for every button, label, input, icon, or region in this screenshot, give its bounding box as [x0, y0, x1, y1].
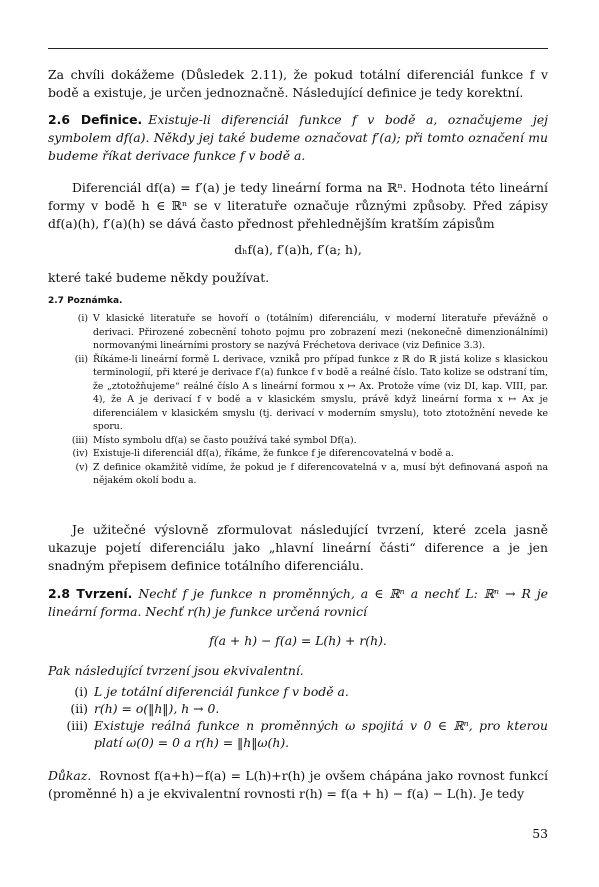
- definition-block: [48, 111, 548, 165]
- definition-text: Existuje-li diferenciál funkce f v bodě a, označujeme jej symbolem df(a). Někdy jej také budeme označovat f′(a); při tomto označení mu budeme říkat derivace funkce f v bodě a.: [48, 112, 548, 163]
- proposition-block: [48, 585, 548, 621]
- proof-text: Rovnost f(a+h)−f(a) = L(h)+r(h) je ovšem chápána jako rovnost funkcí (proměnné h) a je ekvivalentní rovnosti r(h) = f(a + h) − f(a) − L(h). Je tedy: [48, 768, 548, 801]
- note-item-text: Z definice okamžitě vidíme, že pokud je f diferencovatelná v a, musí být definovaná aspoň na nějakém okolí bodu a.: [93, 461, 548, 486]
- note-item-text: Místo symbolu df(a) se často používá také symbol Df(a).: [93, 434, 357, 446]
- note-item-text: Existuje-li diferenciál df(a), říkáme, že funkce f je diferencovatelná v bodě a.: [93, 448, 454, 459]
- used-paragraph: které také budeme někdy používat.: [48, 270, 270, 285]
- note-item-label: (iii): [71, 434, 88, 446]
- proposition-item-label: (ii): [70, 701, 88, 716]
- note-item-label: (iv): [72, 448, 88, 459]
- proposition-item: [60, 700, 548, 717]
- note-label: 2.7 Poznámka.: [48, 296, 123, 306]
- proposition-label: 2.8 Tvrzení.: [48, 586, 133, 601]
- note-item-label: (v): [75, 461, 88, 473]
- note-item-text: Říkáme-li lineární formě L derivace, vznikå pro případ funkce z ℝ do ℝ jistá kolize s klasickou terminologií, při které je derivace f′(a) funkce f v bodě a reálné číslo. Tato kolize se odstraní tím, že „ztotožňujeme“ reálné číslo A s lineární formou x ↦ Ax. Protože víme (viz DI, kap. VIII, par. 4), že A je derivací f v bodě a v klasickém smyslu, právě když lineární forma x ↦ Ax je diferenciálem v klasickém smyslu (tj. derivací v moderním smyslu), toto ztotožnění nevede ke sporu.: [93, 353, 548, 432]
- proposition-item-text: r(h) = o(‖h‖), h → 0.: [94, 701, 220, 716]
- proposition-item-label: (iii): [66, 718, 88, 733]
- note-item: [62, 434, 548, 448]
- note-item: [62, 461, 548, 488]
- proof-paragraph: [48, 767, 548, 803]
- proposition-equation: f(a + h) − f(a) = L(h) + r(h).: [209, 633, 387, 648]
- note-item-label: (ii): [74, 353, 88, 365]
- proposition-item-text: Existuje reálná funkce n proměnných ω spojitá v 0 ∈ ℝⁿ, pro kterou platí ω(0) = 0 a r(h) = ‖h‖ω(h).: [94, 718, 548, 750]
- proof-label: Důkaz.: [48, 768, 92, 783]
- note-item: [62, 447, 548, 461]
- proposition-text: Nechť f je funkce n proměnných, a ∈ ℝⁿ a nechť L: ℝⁿ → R je lineární forma. Nechť r(h) je funkce určená rovnicí: [48, 586, 548, 619]
- note-item: [62, 312, 548, 353]
- proposition-item: [60, 683, 548, 700]
- useful-paragraph: Je užitečné výslovně zformulovat následující tvrzení, které zcela jasně ukazuje pojetí diferenciálu jako „hlavní lineární části“ diference a je jen snadným přepisem definice totálního diferenciálu.: [48, 522, 548, 573]
- note-list: [62, 312, 548, 488]
- proposition-item-label: (i): [74, 684, 88, 699]
- differential-paragraph: Diferenciál df(a) = f′(a) je tedy lineární forma na ℝⁿ. Hodnota této lineární formy v bodě h ∈ ℝⁿ se v literatuře označuje různými způsoby. Před zápisy df(a)(h), f′(a)(h) se dává často přednost přehlednějším kratším zápisům: [48, 180, 548, 231]
- intro-paragraph: Za chvíli dokážeme (Důsledek 2.11), že pokud totální diferenciál funkce f v bodě a existuje, je určen jednoznačně. Následující definice je tedy korektní.: [48, 67, 548, 100]
- proposition-item: [60, 717, 548, 751]
- note-item-label: (i): [77, 313, 88, 324]
- definition-label: 2.6 Definice.: [48, 112, 143, 127]
- notation-formula: dₕf(a), f′(a)h, f′(a; h),: [234, 242, 362, 257]
- header-rule: [48, 48, 548, 49]
- proposition-list: [60, 683, 548, 751]
- note-item-text: V klasické literatuře se hovoří o (totálním) diferenciálu, v moderní literatuře převážně o derivaci. Přirozené zobecnění tohoto pojmu pro zobrazení mezi (nekonečně dimenzionálními) normovanými lineárními prostory se nazývá Fréchetova derivace (viz Definice 3.3).: [93, 313, 548, 351]
- note-item: [62, 353, 548, 434]
- page-number: 53: [532, 826, 548, 841]
- equivalence-line: Pak následující tvrzení jsou ekvivalentní.: [48, 663, 304, 678]
- proposition-item-text: L je totální diferenciál funkce f v bodě a.: [94, 684, 349, 699]
